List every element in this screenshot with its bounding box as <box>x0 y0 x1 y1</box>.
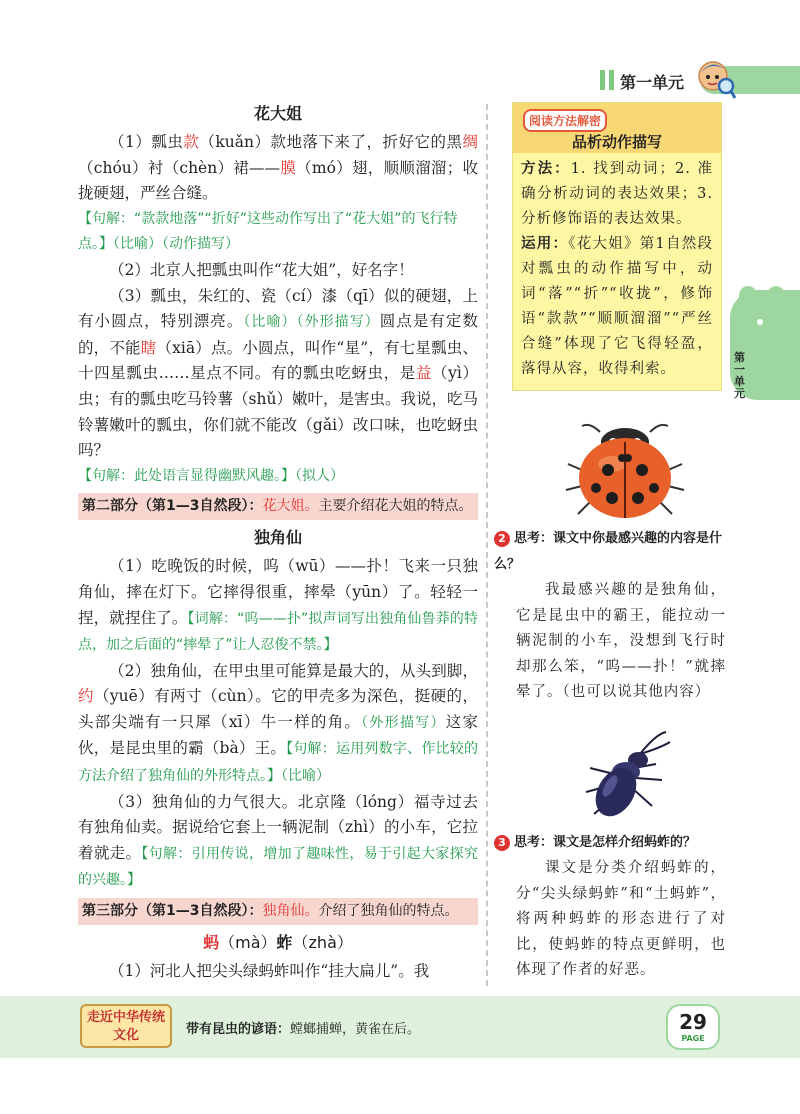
annotation-note: 【句解：“款款地落”“折好”这些动作写出了“花大姐”的飞行特点。】（比喻）（动作描写） <box>78 210 458 253</box>
proverb-line: 带有昆虫的谚语：螳螂捕蝉，黄雀在后。 <box>186 1022 421 1037</box>
culture-badge: 走近中华传统文化 <box>80 1004 172 1048</box>
unit-bars <box>600 70 618 94</box>
answer-text: 我最感兴趣的是独角仙，它是昆虫中的霸王，能拉动一辆泥制的小车，没想到飞行时却那么笨，“呜——扑！”就摔晕了。（也可以说其他内容） <box>516 582 726 701</box>
annotation-note: 【句解：此处语言显得幽默风趣。】（拟人） <box>78 467 344 484</box>
sidebar-column <box>512 102 722 391</box>
paragraph: （3）独角仙的力气很大。北京隆（lóng）福寺过去有独角仙卖。据说给它套上一辆泥制（zhì）的小车，它拉着就走。【句解：引用传说，增加了趣味性，易于引起大家探究的兴趣。】 <box>78 792 478 889</box>
question-number-badge: 2 <box>494 531 510 547</box>
answer-text: 课文是分类介绍蚂蚱的，分“尖头绿蚂蚱”和“土蚂蚱”，将两种蚂蚱的形态进行了对比，使蚂蚱的特点更鲜明，也体现了作者的好恶。 <box>516 860 726 979</box>
paragraph: （1）河北人把尖头绿蚂蚱叫作“挂大扁儿”。我 <box>109 962 430 981</box>
paragraph: （3）瓢虫，朱红的、瓷（cí）漆（qī）似的硬翅，上有小圆点，特别漂亮。（比喻）（外形描写）圆点是有定数的，不能瞎（xiā）点。小圆点，叫作“星”，有七星瓢虫、十四星瓢虫……星点不同。有的瓢虫吃蚜虫，是益（yì）虫；有的瓢虫吃马铃薯（shǔ）嫩叶，是害虫。我说，吃马铃薯嫩叶的瓢虫，你们就不能改（gǎi）改口味，也吃蚜虫吗？ <box>78 286 478 460</box>
think-question-2 <box>494 526 726 706</box>
column-divider <box>486 104 488 986</box>
question-text: 思考：课文是怎样介绍蚂蚱的？ <box>514 835 697 850</box>
method-body: 方法：1. 找到动词；2. 准确分析动词的表达效果；3. 分析修饰语的表达效果。 运用：《花大姐》第1自然段对瓢虫的动作描写中，动词“落”“折”“收拢”，修饰语“款款”“顺顺溜溜”“严丝合缝”体现了它飞得轻盈，落得从容，收得利索。 <box>521 161 714 377</box>
section-title-mazha: 蚂（mà）蚱（zhà） <box>203 933 353 953</box>
page-number: 29 PAGE <box>666 1004 720 1050</box>
paragraph: （1）吃晚饭的时候，呜（wū）——扑！飞来一只独角仙，摔在灯下。它摔得很重，摔晕（yūn）了。轻轻一捏，就捏住了。【词解：“呜——扑”拟声词写出独角仙鲁莽的特点，加之后面的“摔晕了”让人忍俊不禁。】 <box>78 557 478 654</box>
reading-method-box <box>512 102 722 391</box>
part-summary-2: 第二部分（第1—3自然段）：花大姐。主要介绍花大姐的特点。 <box>78 493 478 520</box>
question-number-badge: 3 <box>494 835 510 851</box>
paragraph: （2）北京人把瓢虫叫作“花大姐”，好名字！ <box>109 260 414 279</box>
think-question-3 <box>494 830 726 984</box>
mascot-magnifier-icon <box>696 58 736 100</box>
section-title-dujiaoxian: 独角仙 <box>253 528 302 548</box>
question-text: 思考：课文中你最感兴趣的内容是什么？ <box>494 531 723 572</box>
unit-label: 第一单元 <box>620 73 685 92</box>
frog-ears-icon <box>730 282 800 342</box>
method-tag: 阅读方法解密 <box>523 109 607 132</box>
paragraph: （2）独角仙，在甲虫里可能算是最大的，从头到脚，约（yuē）有两寸（cùn）。它的甲壳多为深色，挺硬的，头部尖端有一只犀（xī）牛一样的角。（外形描写）这家伙，是昆虫里的霸（bà）王。【句解：运用列数字、作比较的方法介绍了独角仙的外形特点。】（比喻） <box>78 661 478 785</box>
part-summary-3: 第三部分（第1—3自然段）：独角仙。介绍了独角仙的特点。 <box>78 898 478 925</box>
method-title: 品析动作描写 <box>571 133 662 151</box>
section-title-huadajie: 花大姐 <box>253 104 302 123</box>
ladybug-illustration <box>560 420 690 520</box>
rhino-beetle-illustration <box>570 728 680 826</box>
paragraph: （1）瓢虫款（kuǎn）款地落下来了，折好它的黑绸（chóu）衬（chèn）裙——膜（mó）翅，顺顺溜溜；收拢硬翅，严丝合缝。 <box>78 133 478 203</box>
side-unit-text: 第一单元 <box>734 351 745 400</box>
main-text-column <box>78 102 478 985</box>
method-header <box>513 103 721 153</box>
